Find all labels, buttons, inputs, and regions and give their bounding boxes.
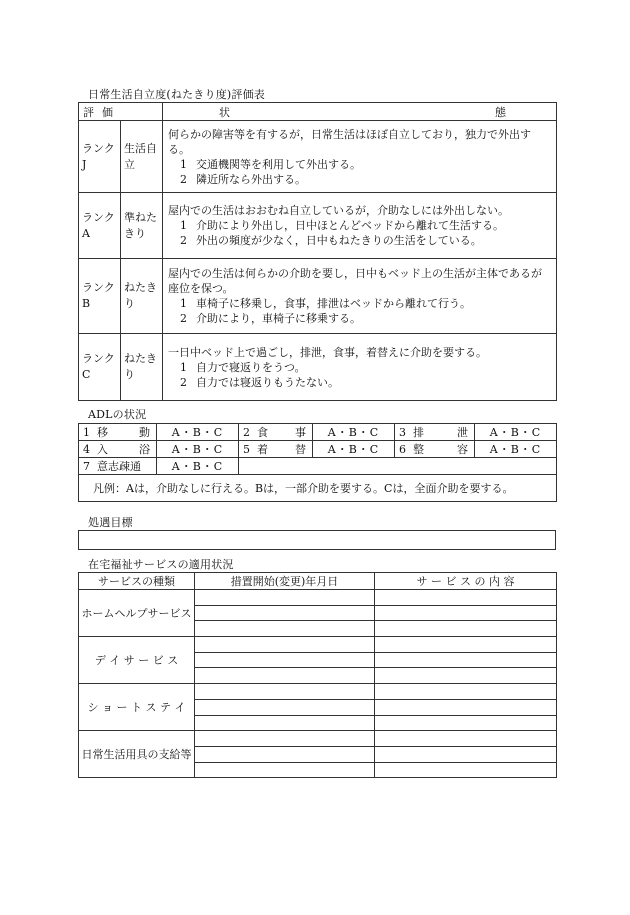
- service-content-cell[interactable]: [375, 590, 557, 606]
- rank-item-number: 2: [180, 312, 187, 325]
- service-content-cell[interactable]: [375, 684, 557, 700]
- rank-item-number: 1: [180, 297, 187, 310]
- service-name: ホームヘルプサービス: [79, 590, 195, 637]
- rank-item: [168, 218, 552, 233]
- rank-row: [79, 121, 557, 193]
- eval-header: 評価: [79, 103, 163, 121]
- service-date-cell[interactable]: [195, 668, 375, 684]
- rank-category: 準ねたきり: [121, 193, 163, 259]
- adl-item-label: 6 整 容: [395, 441, 475, 458]
- rank-item: [168, 172, 552, 187]
- service-date-cell[interactable]: [195, 762, 375, 778]
- adl-choice[interactable]: A・B・C: [475, 424, 557, 441]
- rank-item-text: 介助により，車椅子に移乗する。: [196, 312, 361, 325]
- service-date-cell[interactable]: [195, 699, 375, 715]
- service-content-cell[interactable]: [375, 621, 557, 637]
- rank-item-text: 自力では寝返りもうたない。: [196, 375, 339, 389]
- rank-item: [168, 296, 552, 311]
- service-content-cell[interactable]: [375, 731, 557, 747]
- service-date-cell[interactable]: [195, 746, 375, 762]
- rank-row: [79, 334, 557, 401]
- rank-category: ねたきり: [121, 259, 163, 334]
- adl-item-label: 5 着 替: [239, 441, 313, 458]
- adl-choice[interactable]: A・B・C: [313, 424, 395, 441]
- service-content-cell[interactable]: [375, 715, 557, 731]
- rank-item-number: 2: [180, 172, 187, 186]
- service-date-cell[interactable]: [195, 731, 375, 747]
- rank-item-number: 2: [180, 234, 187, 247]
- rank-item-text: 外出の頻度が少なく，日中もねたきりの生活をしている。: [196, 234, 482, 247]
- service-date-cell[interactable]: [195, 605, 375, 621]
- service-date-header: 措置開始(変更)年月日: [195, 573, 375, 590]
- service-content-cell[interactable]: [375, 762, 557, 778]
- rank-item: [168, 375, 552, 390]
- service-date-cell[interactable]: [195, 621, 375, 637]
- rank-label: ランクC: [79, 334, 121, 401]
- service-type-header: サービスの種類: [79, 573, 195, 590]
- rank-item: [168, 360, 552, 375]
- rank-item-number: 1: [180, 360, 187, 374]
- rank-item-number: 2: [180, 375, 187, 389]
- adl-choice[interactable]: A・B・C: [157, 441, 239, 458]
- service-content-header: サ ー ビ ス の 内 容: [375, 573, 557, 590]
- service-content-cell[interactable]: [375, 652, 557, 668]
- rank-description: [163, 193, 557, 259]
- adl-table: [78, 423, 557, 502]
- service-header-row: [79, 573, 557, 590]
- adl-row: [79, 441, 557, 458]
- rank-description: [163, 121, 557, 193]
- rank-label: ランクJ: [79, 121, 121, 193]
- rank-item: [168, 311, 552, 326]
- service-row: [79, 731, 557, 747]
- goal-section-title: 処遇目標: [88, 516, 133, 529]
- adl-section-title: ADLの状況: [88, 408, 147, 421]
- adl-choice[interactable]: A・B・C: [157, 458, 239, 475]
- rank-label: ランクA: [79, 193, 121, 259]
- adl-choice[interactable]: A・B・C: [157, 424, 239, 441]
- rank-description: [163, 334, 557, 401]
- rank-category: ねたきり: [121, 334, 163, 401]
- service-name: 日常生活用具の支給等: [79, 731, 195, 778]
- service-name: シ ョ ー ト ス テ イ: [79, 684, 195, 731]
- adl-row: [79, 424, 557, 441]
- adl-row: [79, 458, 557, 475]
- service-row: [79, 684, 557, 700]
- adl-empty-cell: [239, 458, 557, 475]
- rank-item-text: 車椅子に移乗し，食事，排泄はベッドから離れて行う。: [196, 297, 471, 310]
- adl-choice[interactable]: A・B・C: [313, 441, 395, 458]
- rank-description-text: 何らかの障害等を有するが，日常生活はほぼ自立しており，独力で外出する。: [168, 127, 531, 156]
- state-header: [163, 103, 557, 121]
- service-name: デ イ サ ー ビ ス: [79, 637, 195, 684]
- goal-input[interactable]: [78, 530, 556, 550]
- service-date-cell[interactable]: [195, 652, 375, 668]
- rating-section-title: 日常生活自立度(ねたきり度)評価表: [88, 88, 265, 101]
- rank-item-number: 1: [180, 157, 187, 171]
- service-content-cell[interactable]: [375, 699, 557, 715]
- rank-item: [168, 233, 552, 248]
- rank-description-text: 屋内での生活はおおむね自立しているが，介助なしには外出しない。: [168, 204, 509, 217]
- state-header-b: 態: [495, 106, 506, 119]
- service-content-cell[interactable]: [375, 637, 557, 653]
- adl-item-label: 7 意志疎通: [79, 458, 157, 475]
- rank-item-text: 交通機関等を利用して外出する。: [196, 157, 361, 171]
- rank-description-text: 一日中ベッド上で過ごし，排泄，食事，着替えに介助を要する。: [168, 345, 487, 359]
- adl-item-label: 3 排 泄: [395, 424, 475, 441]
- adl-choice[interactable]: A・B・C: [475, 441, 557, 458]
- adl-legend-row: [79, 475, 557, 502]
- rank-item-number: 1: [180, 219, 187, 232]
- service-row: [79, 637, 557, 653]
- rank-description-text: 屋内での生活は何らかの介助を要し，日中もベッド上の生活が主体であるが座位を保つ。: [168, 267, 542, 295]
- service-content-cell[interactable]: [375, 605, 557, 621]
- service-date-cell[interactable]: [195, 715, 375, 731]
- rank-item-text: 自力で寝返りをうつ。: [196, 360, 306, 374]
- state-header-a: 状: [219, 106, 230, 119]
- adl-item-label: 1 移 動: [79, 424, 157, 441]
- adl-legend: 凡例：Aは，介助なしに行える。Bは，一部介助を要する。Cは，全面介助を要する。: [79, 475, 557, 502]
- rank-item-text: 介助により外出し，日中ほとんどベッドから離れて生活する。: [196, 219, 504, 232]
- rank-category: 生活自立: [121, 121, 163, 193]
- service-date-cell[interactable]: [195, 590, 375, 606]
- rating-header-row: [79, 103, 557, 121]
- service-content-cell[interactable]: [375, 746, 557, 762]
- adl-item-label: 4 入 浴: [79, 441, 157, 458]
- rank-item: [168, 157, 552, 172]
- rating-table: [78, 102, 557, 401]
- service-section-title: 在宅福祉サービスの適用状況: [88, 558, 234, 571]
- rank-row: [79, 193, 557, 259]
- service-content-cell[interactable]: [375, 668, 557, 684]
- rank-description: [163, 259, 557, 334]
- rank-label: ランクB: [79, 259, 121, 334]
- service-date-cell[interactable]: [195, 684, 375, 700]
- rank-item-text: 隣近所なら外出する。: [196, 172, 306, 186]
- rank-row: [79, 259, 557, 334]
- adl-item-label: 2 食 事: [239, 424, 313, 441]
- service-date-cell[interactable]: [195, 637, 375, 653]
- service-table: [78, 572, 557, 778]
- service-row: [79, 590, 557, 606]
